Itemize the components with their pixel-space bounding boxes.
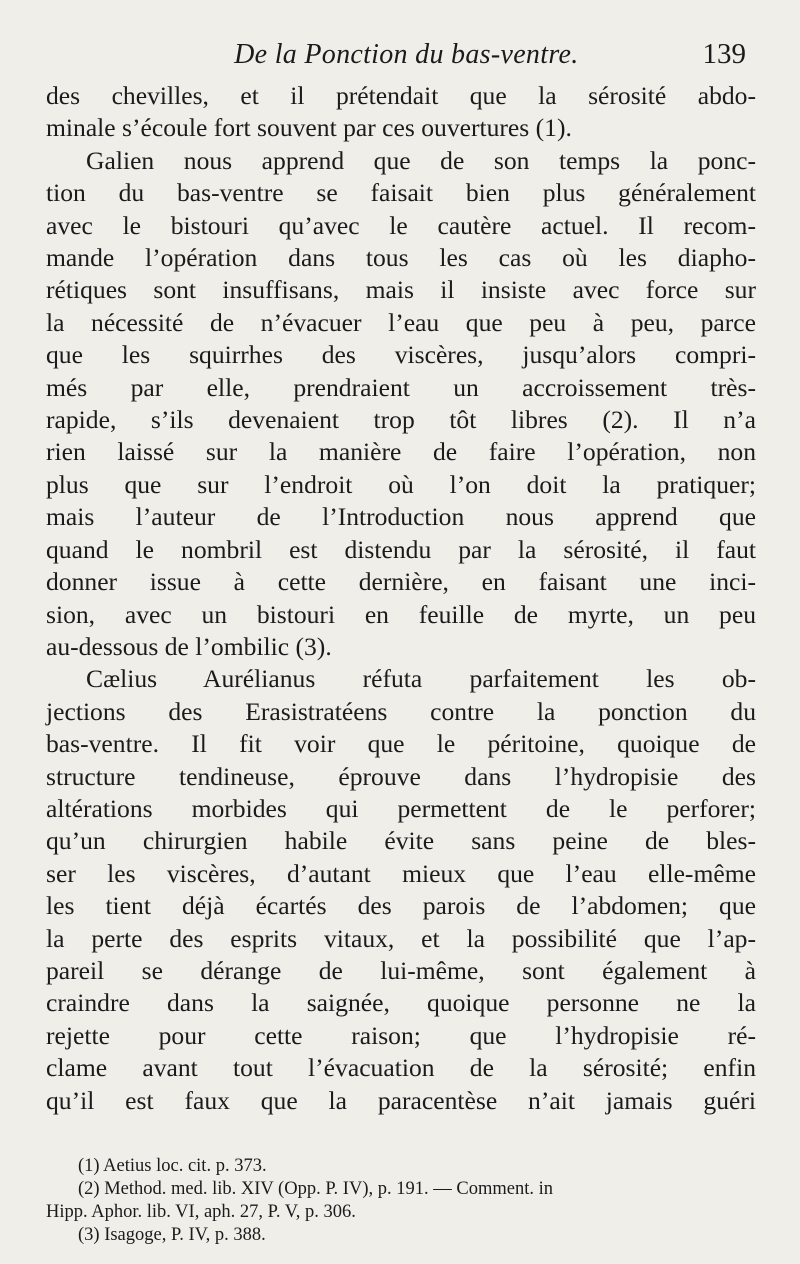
text-line: quand le nombril est distendu par la sérosité, il faut	[46, 534, 756, 564]
text-line: sion, avec un bistouri en feuille de myrte, un peu	[46, 599, 756, 629]
text-line: Cælius Aurélianus réfuta parfaitement les ob-	[86, 664, 756, 694]
text-line: rejette pour cette raison; que l’hydropisie ré-	[46, 1020, 756, 1050]
text-line: mande l’opération dans tous les cas où les diapho-	[46, 243, 756, 273]
text-line: les tient déjà écartés des parois de l’abdomen; que	[46, 891, 756, 921]
page-header	[46, 38, 756, 80]
text-line: plus que sur l’endroit où l’on doit la pratiquer;	[46, 469, 756, 499]
text-line: la nécessité de n’évacuer l’eau que peu à peu, parce	[46, 307, 756, 337]
footnotes	[46, 1155, 756, 1247]
text-line: bas-ventre. Il fit voir que le péritoine, quoique de	[46, 729, 756, 759]
text-line: pareil se dérange de lui-même, sont également à	[46, 955, 756, 985]
footnote: (1) Aetius loc. cit. p. 373.	[78, 1156, 267, 1176]
text-line: craindre dans la saignée, quoique personne ne la	[46, 988, 756, 1018]
text-line: mais l’auteur de l’Introduction nous apprend que	[46, 502, 756, 532]
text-line: minale s’écoule fort souvent par ces ouvertures (1).	[46, 113, 572, 143]
text-line: qu’un chirurgien habile évite sans peine de bles-	[46, 826, 756, 856]
text-line: qu’il est faux que la paracentèse n’ait jamais guéri	[46, 1085, 756, 1115]
text-line: tion du bas-ventre se faisait bien plus généralement	[46, 178, 756, 208]
text-line: més par elle, prendraient un accroissement très-	[46, 372, 756, 402]
text-line: rapide, s’ils devenaient trop tôt libres (2). Il n’a	[46, 405, 756, 435]
text-line: altérations morbides qui permettent de le perforer;	[46, 793, 756, 823]
text-line: structure tendineuse, éprouve dans l’hydropisie des	[46, 761, 756, 791]
text-line: rien laissé sur la manière de faire l’opération, non	[46, 437, 756, 467]
footnote: (3) Isagoge, P. IV, p. 388.	[78, 1225, 266, 1245]
text-line: au-dessous de l’ombilic (3).	[46, 631, 332, 661]
page-number: 139	[702, 38, 746, 70]
text-line: Galien nous apprend que de son temps la ponc-	[86, 145, 756, 175]
text-line: que les squirrhes des viscères, jusqu’alors compri-	[46, 340, 756, 370]
text-line: la perte des esprits vitaux, et la possibilité que l’ap-	[46, 923, 756, 953]
footnote-continuation: Hipp. Aphor. lib. VI, aph. 27, P. V, p. 306.	[46, 1202, 356, 1222]
text-line: ser les viscères, d’autant mieux que l’eau elle-même	[46, 858, 756, 888]
text-line: donner issue à cette dernière, en faisant une inci-	[46, 567, 756, 597]
running-title: De la Ponction du bas-ventre.	[234, 39, 579, 70]
text-line: rétiques sont insuffisans, mais il insiste avec force sur	[46, 275, 756, 305]
text-line: clame avant tout l’évacuation de la sérosité; enfin	[46, 1053, 756, 1083]
text-line: des chevilles, et il prétendait que la sérosité abdo-	[46, 81, 756, 110]
body-text	[46, 80, 756, 1117]
footnote: (2) Method. med. lib. XIV (Opp. P. IV), p. 191. — Comment. in	[78, 1179, 553, 1199]
text-line: jections des Erasistratéens contre la ponction du	[46, 696, 756, 726]
text-line: avec le bistouri qu’avec le cautère actuel. Il recom-	[46, 210, 756, 240]
